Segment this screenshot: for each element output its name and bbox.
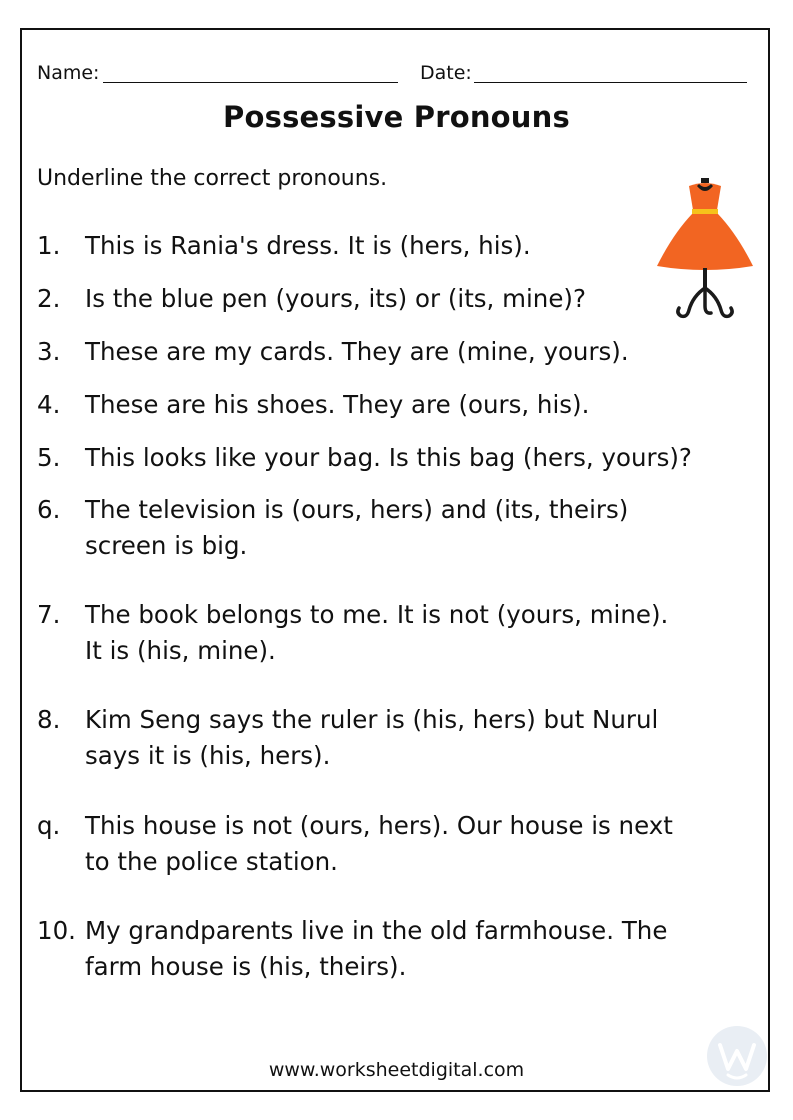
date-label: Date: xyxy=(420,62,472,84)
question-text: This looks like your bag. Is this bag (hers, yours)? xyxy=(85,443,692,472)
question-text-continued: to the police station. xyxy=(85,847,338,876)
question-text: Is the blue pen (yours, its) or (its, mine)? xyxy=(85,284,586,313)
page-title: Possessive Pronouns xyxy=(223,100,570,134)
question-text-continued: screen is big. xyxy=(85,531,248,560)
question-number: 5. xyxy=(37,443,61,472)
question-number: 8. xyxy=(37,705,61,734)
question-text-continued: says it is (his, hers). xyxy=(85,741,331,770)
instruction-text: Underline the correct pronouns. xyxy=(37,166,388,191)
question-text: This house is not (ours, hers). Our house is next xyxy=(85,811,673,840)
question-number: q. xyxy=(37,811,61,840)
question-text-continued: farm house is (his, theirs). xyxy=(85,952,407,981)
date-field-line xyxy=(474,82,747,83)
question-number: 2. xyxy=(37,284,61,313)
question-number: 1. xyxy=(37,231,61,260)
question-text: These are his shoes. They are (ours, his). xyxy=(85,390,590,419)
question-text: The book belongs to me. It is not (yours, mine). xyxy=(85,600,669,629)
worksheetdigital-logo-icon xyxy=(706,1025,768,1087)
question-text-continued: It is (his, mine). xyxy=(85,636,276,665)
name-label: Name: xyxy=(37,62,100,84)
question-number: 6. xyxy=(37,495,61,524)
question-number: 7. xyxy=(37,600,61,629)
question-number: 4. xyxy=(37,390,61,419)
question-text: Kim Seng says the ruler is (his, hers) but Nurul xyxy=(85,705,659,734)
question-number: 3. xyxy=(37,337,61,366)
dress-on-mannequin-icon xyxy=(655,176,755,326)
question-text: The television is (ours, hers) and (its, theirs) xyxy=(85,495,629,524)
question-text: My grandparents live in the old farmhouse. The xyxy=(85,916,668,945)
name-field-line xyxy=(103,82,398,83)
question-text: These are my cards. They are (mine, yours). xyxy=(85,337,629,366)
question-text: This is Rania's dress. It is (hers, his). xyxy=(85,231,531,260)
footer-website: www.worksheetdigital.com xyxy=(268,1059,525,1081)
question-number: 10. xyxy=(37,916,76,945)
